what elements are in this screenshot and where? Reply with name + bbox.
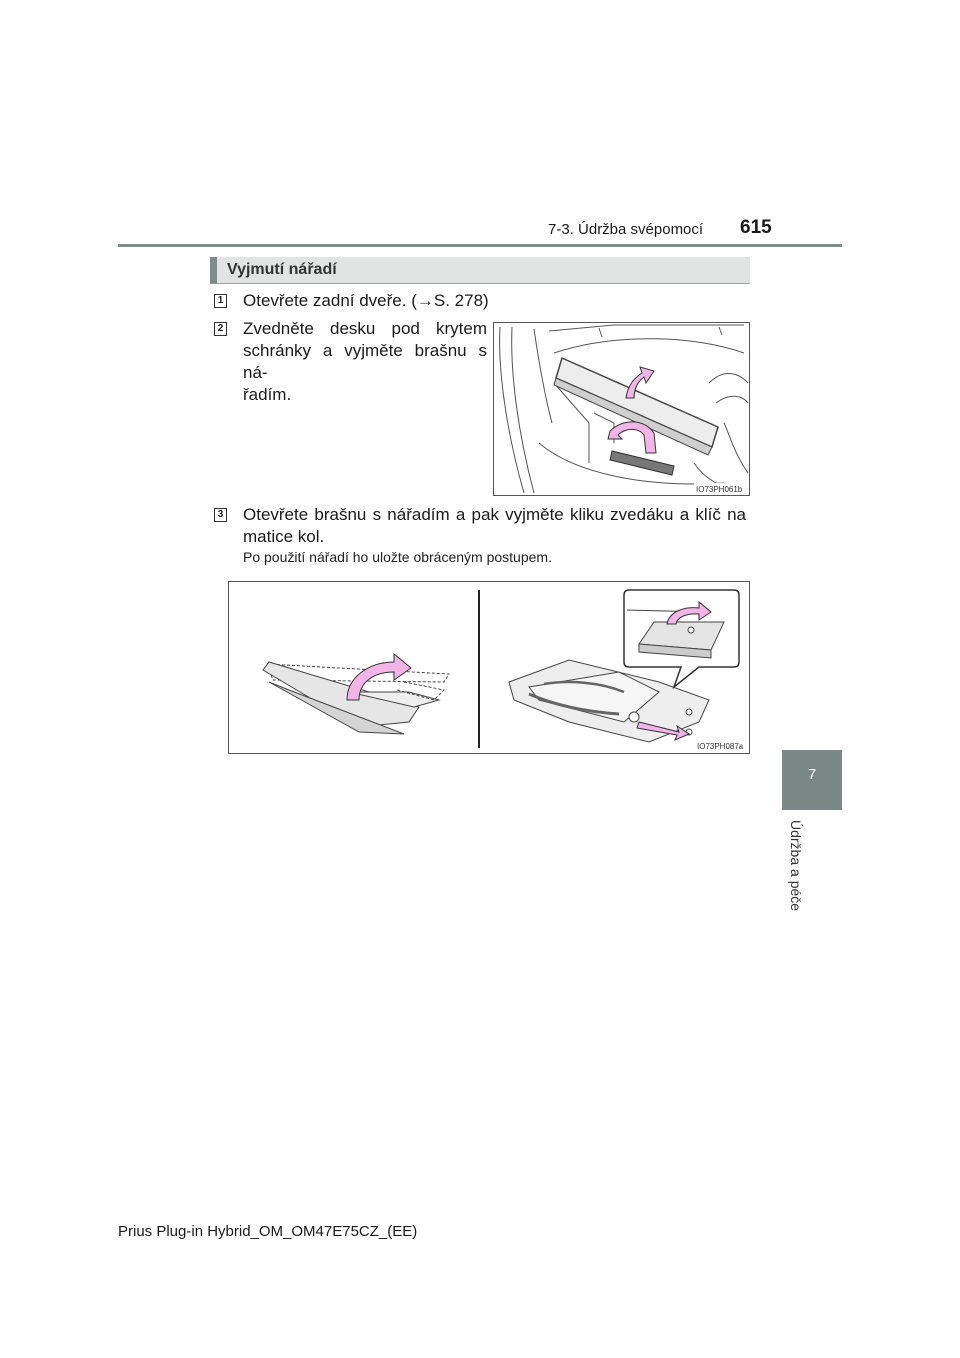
tool-bag-drawing xyxy=(229,582,749,753)
step-1-text xyxy=(243,290,489,312)
trunk-drawing xyxy=(494,323,749,495)
tool-bag-illustration xyxy=(228,581,750,754)
step-3-number: 3 xyxy=(214,508,227,522)
usage-note: Po použití nářadí ho uložte obráceným postupem. xyxy=(243,549,552,565)
step-1-text-before: Otevřete zadní dveře. ( xyxy=(243,291,417,310)
chapter-tab xyxy=(782,750,842,810)
step-2-line-2: schránky a vyjměte brašnu s ná- xyxy=(243,341,487,382)
step-2-line-1: Zvedněte desku pod krytem xyxy=(243,319,487,338)
step-2-line-3: řadím. xyxy=(243,385,292,404)
step-1-number: 1 xyxy=(214,294,227,308)
step-3-line-1: Otevřete brašnu s nářadím a pak vyjměte kliku zvedáku a klíč na xyxy=(243,505,746,524)
chapter-side-label xyxy=(787,820,807,940)
trunk-illustration xyxy=(493,322,750,496)
step-3-text xyxy=(243,504,746,548)
header-divider xyxy=(118,244,842,247)
chapter-title: Údržba a péče xyxy=(788,820,804,912)
figure-2-code: IO73PH087a xyxy=(697,742,744,751)
step-3-line-2: matice kol. xyxy=(243,527,325,546)
step-1-page-ref[interactable]: S. 278) xyxy=(433,291,489,310)
page-number: 615 xyxy=(740,217,772,238)
see-arrow-icon: → xyxy=(416,291,434,310)
header-section-title: 7-3. Údržba svépomocí xyxy=(548,221,704,238)
document-footer: Prius Plug-in Hybrid_OM_OM47E75CZ_(EE) xyxy=(118,1223,418,1240)
chapter-number: 7 xyxy=(807,766,817,783)
step-2-text xyxy=(243,318,487,406)
figure-1-code: IO73PH061b xyxy=(696,485,743,494)
step-2-number: 2 xyxy=(214,322,227,336)
section-heading xyxy=(210,257,750,284)
section-title: Vyjmutí nářadí xyxy=(227,261,337,278)
